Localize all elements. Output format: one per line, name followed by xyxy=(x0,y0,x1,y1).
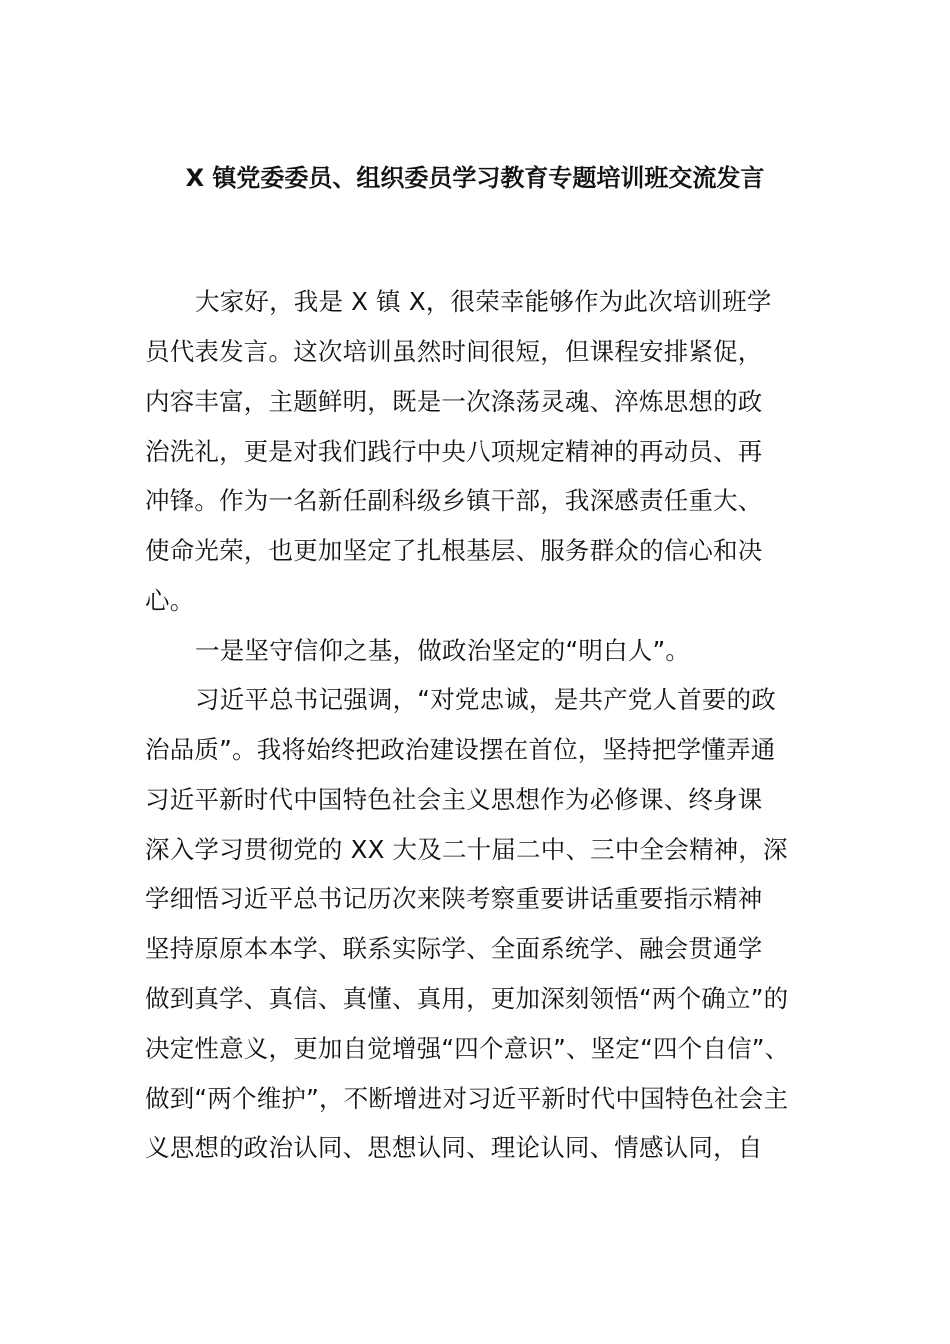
body-line-12: 学细悟习近平总书记历次来陕考察重要讲话重要指示精神 xyxy=(145,884,763,913)
body-line-8: 习近平总书记强调，“对党忠诚，是共产党人首要的政 xyxy=(195,685,776,714)
body-line-9: 治品质”。我将始终把政治建设摆在首位，坚持把学懂弄通 xyxy=(145,735,776,764)
body-line-14: 做到真学、真信、真懂、真用，更加深刻领悟“两个确立”的 xyxy=(145,984,789,1013)
body-line-1: 大家好，我是 X 镇 X，很荣幸能够作为此次培训班学 xyxy=(195,287,772,316)
body-line-3: 内容丰富，主题鲜明，既是一次涤荡灵魂、淬炼思想的政 xyxy=(145,387,763,416)
body-line-6: 使命光荣，也更加坚定了扎根基层、服务群众的信心和决 xyxy=(145,536,763,565)
body-line-2: 员代表发言。这次培训虽然时间很短，但课程安排紧促， xyxy=(145,337,763,366)
body-line-11: 深入学习贯彻党的 XX 大及二十届二中、三中全会精神，深 xyxy=(145,835,788,864)
body-line-10: 习近平新时代中国特色社会主义思想作为必修课、终身课 xyxy=(145,785,763,814)
body-line-5: 冲锋。作为一名新任副科级乡镇干部，我深感责任重大、 xyxy=(145,486,763,515)
document-title: X 镇党委委员、组织委员学习教育专题培训班交流发言 xyxy=(185,164,765,192)
body-line-16: 做到“两个维护”，不断增进对习近平新时代中国特色社会主 xyxy=(145,1084,789,1113)
body-line-17: 义思想的政治认同、思想认同、理论认同、情感认同，自 xyxy=(145,1133,763,1162)
section-heading-1: 一是坚守信仰之基，做政治坚定的“明白人”。 xyxy=(195,636,691,665)
body-line-7: 心。 xyxy=(145,586,195,615)
body-line-13: 坚持原原本本学、联系实际学、全面系统学、融会贯通学 xyxy=(145,934,763,963)
body-line-15: 决定性意义，更加自觉增强“四个意识”、坚定“四个自信”、 xyxy=(145,1034,790,1063)
body-line-4: 治洗礼，更是对我们践行中央八项规定精神的再动员、再 xyxy=(145,437,763,466)
